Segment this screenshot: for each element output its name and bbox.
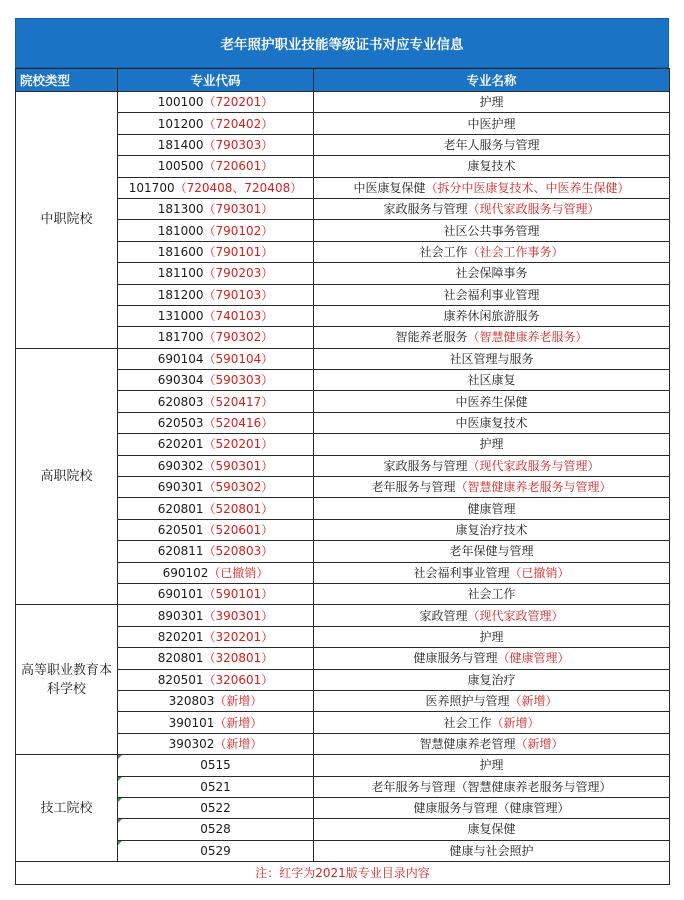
code-cell <box>118 733 314 754</box>
major-code: 620201 <box>157 437 204 452</box>
header-school-type: 院校类型 <box>16 69 118 92</box>
code-cell <box>118 198 314 219</box>
major-code-2021: （790103） <box>203 287 274 302</box>
cell-marker-icon <box>118 819 122 823</box>
code-cell <box>118 519 314 540</box>
code-cell <box>118 819 314 840</box>
name-cell <box>314 327 670 348</box>
major-code-2021: （新增） <box>214 736 263 751</box>
code-cell <box>118 669 314 690</box>
name-cell <box>314 241 670 262</box>
name-cell <box>314 519 670 540</box>
major-name: 家政服务与管理 <box>383 458 468 473</box>
name-cell <box>314 284 670 305</box>
major-name: 老年人服务与管理 <box>443 137 540 152</box>
name-cell <box>314 819 670 840</box>
major-code: 181700 <box>157 330 204 345</box>
code-cell <box>118 562 314 583</box>
major-code: 181400 <box>157 137 204 152</box>
code-cell <box>118 690 314 711</box>
major-code-2021: （520803） <box>203 544 274 559</box>
name-cell <box>314 477 670 498</box>
major-name: 护理 <box>479 758 504 773</box>
major-code: 620501 <box>157 523 204 537</box>
code-cell <box>118 220 314 241</box>
code-cell <box>118 605 314 626</box>
name-cell <box>314 605 670 626</box>
header-row <box>16 69 670 92</box>
major-code: 0522 <box>200 801 231 816</box>
major-code: 181100 <box>157 266 204 281</box>
header-name: 专业名称 <box>314 69 670 92</box>
major-code-2021: （520201） <box>203 437 274 452</box>
cell-marker-icon <box>118 798 122 802</box>
school-type-cell: 技工院校 <box>16 755 118 862</box>
major-name: 康复治疗 <box>467 672 516 687</box>
major-code: 620803 <box>157 394 204 409</box>
code-cell <box>118 284 314 305</box>
name-cell <box>314 755 670 776</box>
name-cell <box>314 391 670 412</box>
major-code-2021: （590302） <box>203 480 274 495</box>
major-code: 181000 <box>157 223 204 238</box>
cell-marker-icon <box>118 755 122 759</box>
major-name: 老年服务与管理 <box>371 480 456 495</box>
name-cell <box>314 348 670 369</box>
code-cell <box>118 263 314 284</box>
major-code: 100100 <box>157 95 204 110</box>
name-cell <box>314 733 670 754</box>
major-code-2021: （520417） <box>203 394 274 409</box>
major-code: 820501 <box>157 672 204 687</box>
major-code: 101200 <box>157 116 204 131</box>
major-code: 690102 <box>162 565 209 580</box>
major-name: 社会福利事业管理 <box>443 287 540 302</box>
major-name: 智慧健康养老管理 <box>419 736 516 751</box>
major-name-2021: （现代家政管理） <box>467 608 564 623</box>
name-cell <box>314 134 670 155</box>
name-cell <box>314 263 670 284</box>
name-cell <box>314 156 670 177</box>
school-type-cell: 高职院校 <box>16 348 118 605</box>
name-cell <box>314 220 670 241</box>
major-name: 康养休闲旅游服务 <box>443 309 540 324</box>
code-cell <box>118 391 314 412</box>
major-name-2021: （新增） <box>491 715 540 730</box>
major-name-2021: （现代家政服务与管理） <box>467 458 600 473</box>
code-cell <box>118 370 314 391</box>
major-code: 0521 <box>200 779 231 794</box>
major-code-2021: （720201） <box>203 95 274 110</box>
code-cell <box>118 434 314 455</box>
major-name: 社会保障事务 <box>455 266 528 281</box>
name-cell <box>314 412 670 433</box>
major-code-2021: （590101） <box>203 587 274 602</box>
major-name-2021: （已撤销） <box>509 565 570 580</box>
code-cell <box>118 477 314 498</box>
major-code-2021: （新增） <box>214 715 263 730</box>
major-code: 890301 <box>157 608 204 623</box>
code-cell <box>118 583 314 604</box>
major-name-2021: （社会工作事务） <box>467 244 564 259</box>
major-code: 690101 <box>157 587 204 602</box>
code-cell <box>118 327 314 348</box>
major-code: 181600 <box>157 244 204 259</box>
major-name: 护理 <box>479 437 504 452</box>
major-code: 181300 <box>157 202 204 217</box>
major-code-2021: （320201） <box>203 629 274 644</box>
major-name: 健康服务与管理 <box>413 651 498 666</box>
major-name: 社会工作 <box>443 715 492 730</box>
major-code: 0528 <box>200 822 231 837</box>
major-name: 社区管理与服务 <box>449 351 534 366</box>
major-code-2021: （320801） <box>203 651 274 666</box>
name-cell <box>314 626 670 647</box>
major-name: 中医康复技术 <box>455 416 528 431</box>
code-cell <box>118 840 314 861</box>
major-code-2021: （新增） <box>214 694 263 709</box>
code-cell <box>118 92 314 113</box>
major-code-2021: （已撤销） <box>208 565 269 580</box>
code-cell <box>118 241 314 262</box>
name-cell <box>314 177 670 198</box>
major-code: 820801 <box>157 651 204 666</box>
cell-marker-icon <box>118 841 122 845</box>
code-cell <box>118 776 314 797</box>
name-cell <box>314 498 670 519</box>
major-code: 101700 <box>128 180 175 195</box>
major-name: 中医康复保健 <box>353 180 426 195</box>
name-cell <box>314 455 670 476</box>
code-cell <box>118 541 314 562</box>
code-cell <box>118 348 314 369</box>
name-cell <box>314 541 670 562</box>
name-cell <box>314 690 670 711</box>
code-cell <box>118 305 314 326</box>
major-code-2021: （520416） <box>203 416 274 431</box>
document <box>15 18 669 885</box>
major-code: 320803 <box>168 694 215 709</box>
major-name-2021: （新增） <box>509 694 558 709</box>
major-code: 690304 <box>157 373 204 388</box>
major-name: 健康管理 <box>467 501 516 516</box>
table-body <box>16 92 670 862</box>
major-code: 390101 <box>168 715 215 730</box>
code-cell <box>118 412 314 433</box>
major-name: 智能养老服务 <box>395 330 468 345</box>
major-name: 社会福利事业管理 <box>413 565 510 580</box>
code-cell <box>118 797 314 818</box>
major-name: 社会工作 <box>419 244 468 259</box>
code-cell <box>118 455 314 476</box>
major-name: 老年服务与管理（智慧健康养老服务与管理） <box>371 779 612 794</box>
major-name: 中医护理 <box>467 116 516 131</box>
major-code-2021: （790102） <box>203 223 274 238</box>
name-cell <box>314 198 670 219</box>
name-cell <box>314 370 670 391</box>
note-row <box>16 862 670 885</box>
major-code-2021: （720402） <box>203 116 274 131</box>
name-cell <box>314 648 670 669</box>
major-code: 690104 <box>157 351 204 366</box>
major-name: 健康服务与管理（健康管理） <box>413 801 570 816</box>
major-code-2021: （520801） <box>203 501 274 516</box>
code-cell <box>118 755 314 776</box>
major-name-2021: （智慧健康养老服务与管理） <box>455 480 612 495</box>
major-name: 健康与社会照护 <box>449 843 534 858</box>
major-code-2021: （390301） <box>203 608 274 623</box>
major-code-2021: （790301） <box>203 202 274 217</box>
school-type-cell: 中职院校 <box>16 92 118 349</box>
major-code: 100500 <box>157 159 204 174</box>
major-code-2021: （590104） <box>203 351 274 366</box>
major-code-2021: （790203） <box>203 266 274 281</box>
name-cell <box>314 92 670 113</box>
major-name-2021: （现代家政服务与管理） <box>467 202 600 217</box>
table-row <box>16 605 670 626</box>
major-name: 社会工作 <box>467 587 516 602</box>
code-cell <box>118 648 314 669</box>
code-cell <box>118 498 314 519</box>
major-code-2021: （520601） <box>203 523 274 537</box>
major-code: 181200 <box>157 287 204 302</box>
table-row <box>16 348 670 369</box>
footnote: 注：红字为2021版专业目录内容 <box>16 862 670 885</box>
major-code-2021: （720601） <box>203 159 274 174</box>
name-cell <box>314 434 670 455</box>
major-info-table <box>15 68 670 885</box>
major-code: 620811 <box>157 544 204 559</box>
name-cell <box>314 305 670 326</box>
major-code-2021: （720408、720408） <box>174 180 303 195</box>
major-name: 康复保健 <box>467 822 516 837</box>
major-name-2021: （拆分中医康复技术、中医养生保健） <box>425 180 630 195</box>
name-cell <box>314 583 670 604</box>
major-code-2021: （320601） <box>203 672 274 687</box>
name-cell <box>314 712 670 733</box>
name-cell <box>314 776 670 797</box>
major-name: 护理 <box>479 629 504 644</box>
major-name: 老年保健与管理 <box>449 544 534 559</box>
code-cell <box>118 712 314 733</box>
code-cell <box>118 113 314 134</box>
major-name: 社区康复 <box>467 373 516 388</box>
table-title: 老年照护职业技能等级证书对应专业信息 <box>15 18 669 68</box>
major-code: 390302 <box>168 736 215 751</box>
major-code-2021: （590303） <box>203 373 274 388</box>
name-cell <box>314 669 670 690</box>
major-code: 0515 <box>200 758 231 773</box>
table-row <box>16 92 670 113</box>
code-cell <box>118 156 314 177</box>
major-code: 690302 <box>157 458 204 473</box>
major-code: 690301 <box>157 480 204 495</box>
major-code: 620503 <box>157 416 204 431</box>
name-cell <box>314 113 670 134</box>
major-name-2021: （健康管理） <box>497 651 570 666</box>
major-name: 康复技术 <box>467 159 516 174</box>
major-name: 康复治疗技术 <box>455 523 528 537</box>
major-code-2021: （790303） <box>203 137 274 152</box>
major-name: 医养照护与管理 <box>425 694 510 709</box>
major-code: 820201 <box>157 629 204 644</box>
major-code-2021: （740103） <box>203 309 274 324</box>
school-type-cell: 高等职业教育本科学校 <box>16 605 118 755</box>
major-name-2021: （智慧健康养老服务） <box>467 330 588 345</box>
major-name: 家政管理 <box>419 608 468 623</box>
header-code: 专业代码 <box>118 69 314 92</box>
major-code: 0529 <box>200 843 231 858</box>
major-name-2021: （新增） <box>515 736 564 751</box>
major-code-2021: （790302） <box>203 330 274 345</box>
major-name: 社区公共事务管理 <box>443 223 540 238</box>
name-cell <box>314 562 670 583</box>
code-cell <box>118 626 314 647</box>
major-code: 620801 <box>157 501 204 516</box>
major-name: 护理 <box>479 95 504 110</box>
name-cell <box>314 797 670 818</box>
major-name: 家政服务与管理 <box>383 202 468 217</box>
major-name: 中医养生保健 <box>455 394 528 409</box>
major-code: 131000 <box>157 309 204 324</box>
major-code-2021: （790101） <box>203 244 274 259</box>
name-cell <box>314 840 670 861</box>
table-row <box>16 755 670 776</box>
code-cell <box>118 177 314 198</box>
cell-marker-icon <box>118 777 122 781</box>
major-code-2021: （590301） <box>203 458 274 473</box>
code-cell <box>118 134 314 155</box>
